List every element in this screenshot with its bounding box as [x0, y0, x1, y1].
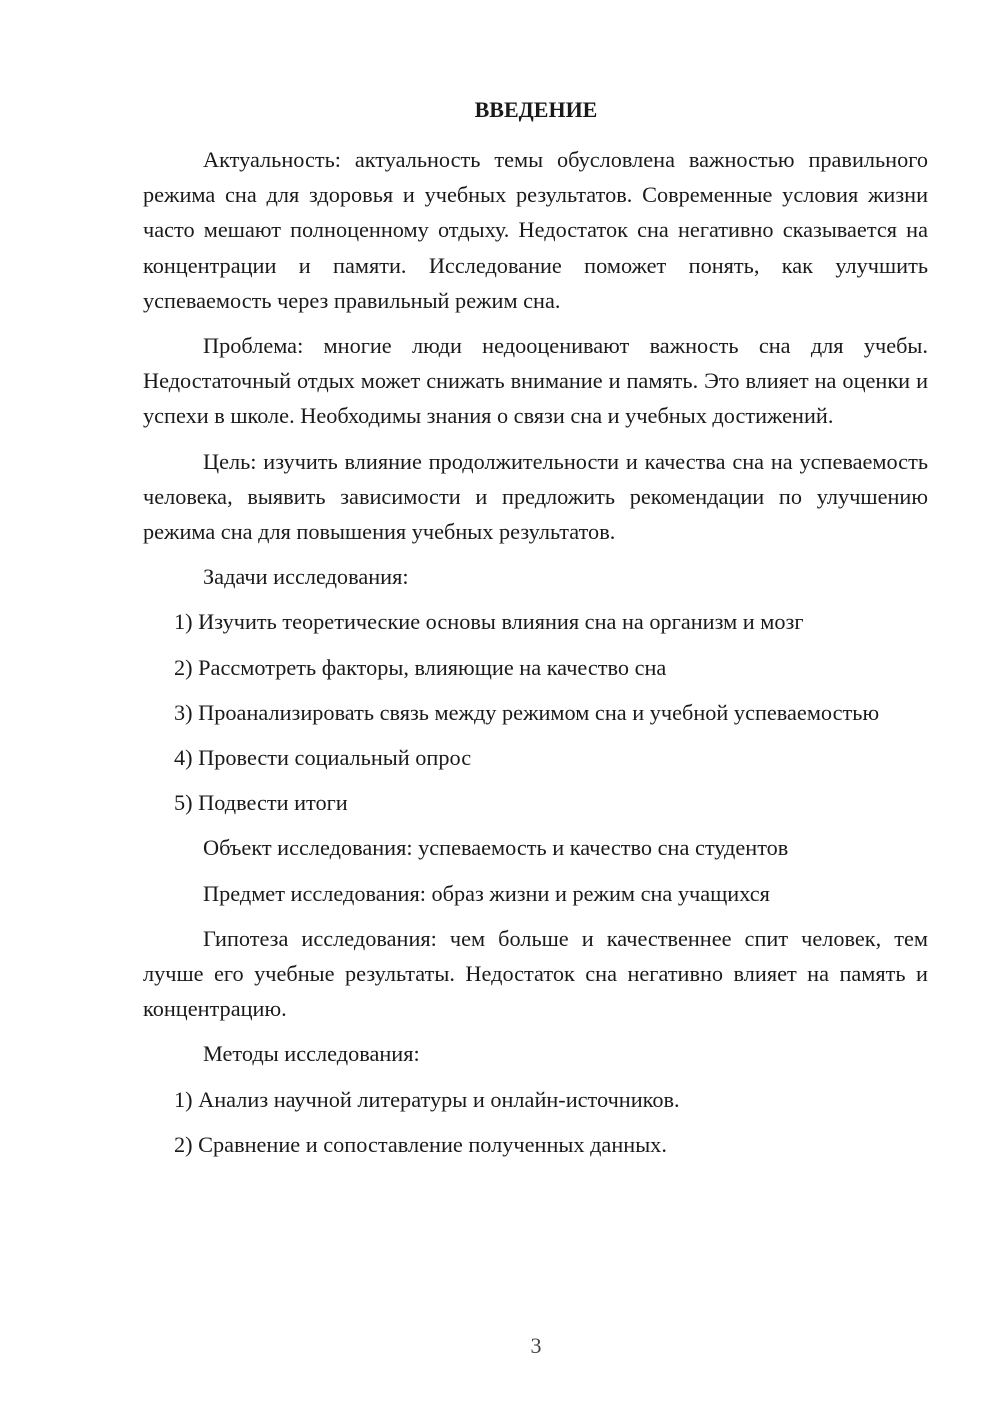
page-content [143, 142, 928, 1162]
relevance-paragraph: Актуальность: актуальность темы обусловлена важностью правильного режима сна для здоровья и учебных результатов. Современные условия жизни часто мешают полноценному отдыху. Недостаток сна негативно сказывается на концентрации и памяти. Исследование поможет понять, как улучшить успеваемость через правильный режим сна. [143, 147, 928, 313]
task-item: 4) Провести социальный опрос [174, 745, 472, 771]
tasks-heading: Задачи исследования: [203, 564, 409, 590]
problem-paragraph: Проблема: многие люди недооценивают важность сна для учебы. Недостаточный отдых может снижать внимание и память. Это влияет на оценки и успехи в школе. Необходимы знания о связи сна и учебных достижений. [143, 333, 928, 429]
task-item: 1) Изучить теоретические основы влияния сна на организм и мозг [174, 609, 804, 635]
goal-paragraph: Цель: изучить влияние продолжительности и качества сна на успеваемость человека, выявить зависимости и предложить рекомендации по улучшению режима сна для повышения учебных результатов. [143, 448, 928, 545]
task-item: 3) Проанализировать связь между режимом сна и учебной успеваемостью [174, 699, 880, 725]
methods-heading: Методы исследования: [203, 1041, 420, 1067]
object-paragraph: Объект исследования: успеваемость и качество сна студентов [203, 835, 789, 861]
task-item: 5) Подвести итоги [174, 790, 348, 816]
page-number: 3 [530, 1333, 542, 1358]
page-title: ВВЕДЕНИЕ [474, 97, 598, 122]
subject-paragraph: Предмет исследования: образ жизни и режим сна учащихся [203, 880, 770, 906]
method-item: 2) Сравнение и сопоставление полученных данных. [174, 1131, 667, 1157]
task-item: 2) Рассмотреть факторы, влияющие на качество сна [174, 654, 667, 680]
method-item: 1) Анализ научной литературы и онлайн-источников. [174, 1086, 680, 1112]
hypothesis-paragraph: Гипотеза исследования: чем больше и качественнее спит человек, тем лучше его учебные результаты. Недостаток сна негативно влияет на память и концентрацию. [143, 925, 928, 1022]
